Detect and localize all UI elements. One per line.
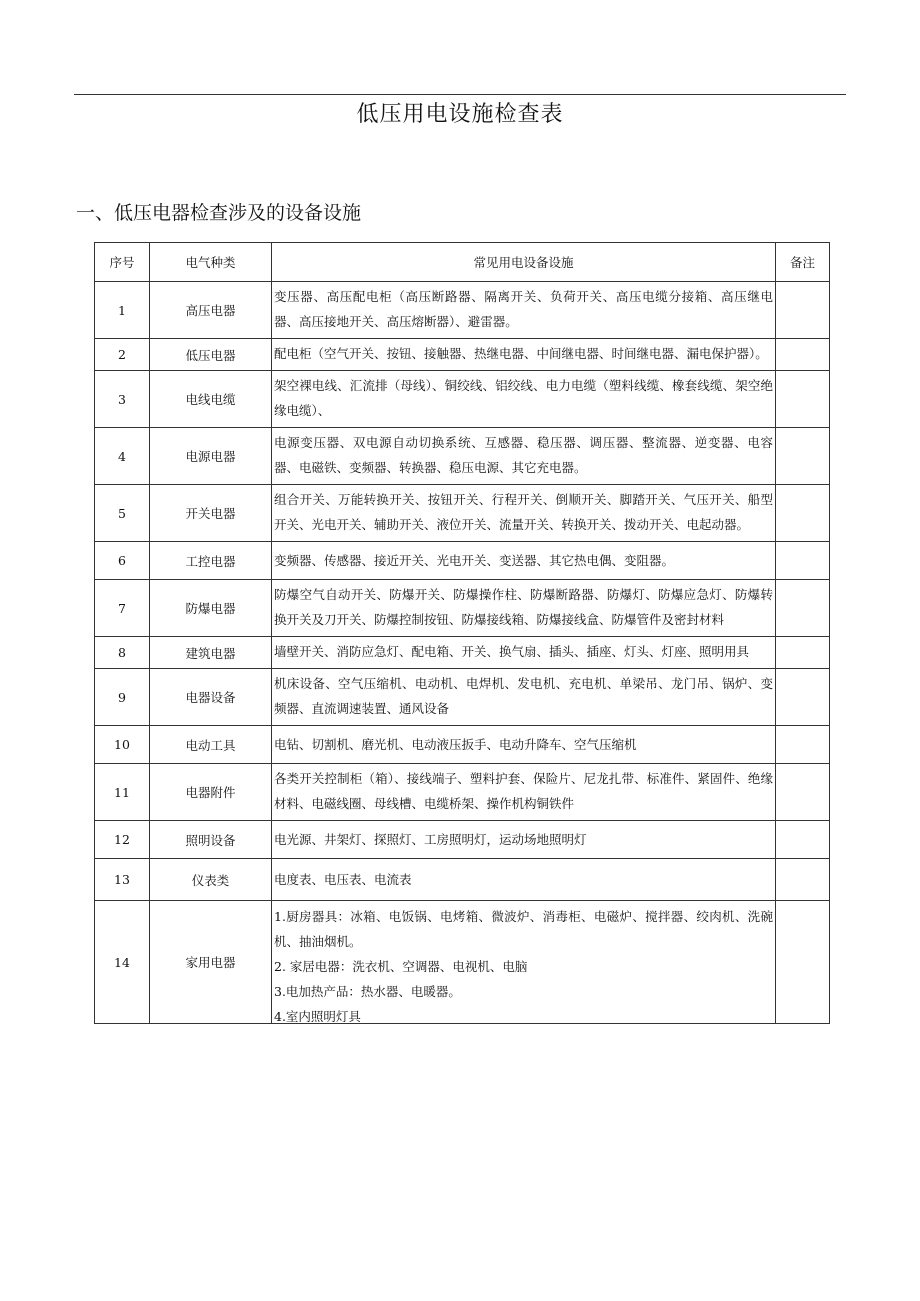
row-note	[776, 859, 830, 901]
document-title: 低压用电设施检查表	[356, 102, 564, 127]
row-items	[272, 282, 776, 339]
row-items-text	[272, 902, 775, 1022]
table-row	[95, 339, 830, 371]
row-items-text: 电钻、切割机、磨光机、电动液压扳手、电动升降车、空气压缩机	[274, 737, 637, 752]
section-heading: 一、低压电器检查涉及的设备设施	[76, 202, 362, 224]
table-row	[95, 637, 830, 669]
row-note	[776, 821, 830, 859]
row-items	[272, 821, 776, 859]
row-type: 开关电器	[150, 485, 272, 542]
table-row	[95, 485, 830, 542]
table-row	[95, 580, 830, 637]
row-note	[776, 637, 830, 669]
row-no: 13	[95, 859, 150, 901]
row-note	[776, 901, 830, 1024]
row-type: 电动工具	[150, 726, 272, 764]
row-items-text: 变压器、高压配电柜（高压断路器、隔离开关、负荷开关、高压电缆分接箱、高压继电器、高压接地开关、高压熔断器）、避雷器。	[274, 289, 773, 329]
table-row	[95, 282, 830, 339]
row-no: 11	[95, 764, 150, 821]
row-items-line: 1.厨房器具：冰箱、电饭锅、电烤箱、微波炉、消毒柜、电磁炉、搅拌器、绞肉机、洗碗机、抽油烟机。	[274, 909, 773, 949]
table-row	[95, 669, 830, 726]
row-no: 12	[95, 821, 150, 859]
row-items-text: 墙壁开关、消防应急灯、配电箱、开关、换气扇、插头、插座、灯头、灯座、照明用具	[274, 644, 750, 659]
row-no: 5	[95, 485, 150, 542]
row-note	[776, 282, 830, 339]
table-header-row	[95, 243, 830, 282]
row-note	[776, 580, 830, 637]
table-row	[95, 764, 830, 821]
row-no: 9	[95, 669, 150, 726]
row-items	[272, 669, 776, 726]
row-type: 工控电器	[150, 542, 272, 580]
table-row	[95, 428, 830, 485]
equipment-table	[94, 242, 830, 1024]
row-items	[272, 637, 776, 669]
row-type: 防爆电器	[150, 580, 272, 637]
row-type: 电器附件	[150, 764, 272, 821]
row-type: 照明设备	[150, 821, 272, 859]
header-note: 备注	[776, 243, 830, 282]
row-note	[776, 726, 830, 764]
row-items-line: 3.电加热产品：热水器、电暖器。	[274, 984, 461, 999]
row-no: 3	[95, 371, 150, 428]
row-items	[272, 764, 776, 821]
row-items-text: 电光源、井架灯、探照灯、工房照明灯，运动场地照明灯	[274, 832, 587, 847]
row-items	[272, 859, 776, 901]
row-items-line: 4.室内照明灯具	[274, 1009, 361, 1022]
row-no: 7	[95, 580, 150, 637]
row-note	[776, 542, 830, 580]
row-no: 6	[95, 542, 150, 580]
row-note	[776, 669, 830, 726]
row-items	[272, 371, 776, 428]
row-no: 1	[95, 282, 150, 339]
table-row	[95, 542, 830, 580]
table-row	[95, 371, 830, 428]
row-no: 2	[95, 339, 150, 371]
row-items-text: 配电柜（空气开关、按钮、接触器、热继电器、中间继电器、时间继电器、漏电保护器）。	[274, 346, 768, 361]
table-row	[95, 726, 830, 764]
row-items	[272, 726, 776, 764]
row-items-text: 各类开关控制柜（箱）、接线端子、塑料护套、保险片、尼龙扎带、标准件、紧固件、绝缘材料、电磁线圈、母线槽、电缆桥架、操作机构铜铁件	[274, 771, 773, 811]
row-type: 低压电器	[150, 339, 272, 371]
header-type: 电气种类	[150, 243, 272, 282]
row-note	[776, 339, 830, 371]
row-items	[272, 485, 776, 542]
row-items	[272, 580, 776, 637]
row-no: 10	[95, 726, 150, 764]
row-items-text: 电度表、电压表、电流表	[274, 872, 412, 887]
row-type: 家用电器	[150, 901, 272, 1024]
table-row	[95, 821, 830, 859]
row-items-text: 架空裸电线、汇流排（母线）、铜绞线、铝绞线、电力电缆（塑料线缆、橡套线缆、架空绝缘电缆）、	[274, 378, 773, 418]
row-no: 8	[95, 637, 150, 669]
row-note	[776, 485, 830, 542]
row-type: 电器设备	[150, 669, 272, 726]
row-items-line: 2. 家居电器：洗衣机、空调器、电视机、电脑	[274, 959, 528, 974]
table-body	[95, 282, 830, 1024]
row-items-text: 电源变压器、双电源自动切换系统、互感器、稳压器、调压器、整流器、逆变器、电容器、电磁铁、变频器、转换器、稳压电源、其它充电器。	[274, 435, 773, 475]
row-type: 电线电缆	[150, 371, 272, 428]
row-note	[776, 428, 830, 485]
row-items	[272, 339, 776, 371]
row-items-text: 机床设备、空气压缩机、电动机、电焊机、发电机、充电机、单梁吊、龙门吊、锅炉、变频器、直流调速装置、通风设备	[274, 676, 773, 716]
header-items: 常见用电设备设施	[272, 243, 776, 282]
row-type: 高压电器	[150, 282, 272, 339]
table-row	[95, 859, 830, 901]
row-items	[272, 428, 776, 485]
row-type: 建筑电器	[150, 637, 272, 669]
row-items-text: 变频器、传感器、接近开关、光电开关、变送器、其它热电偶、变阻器。	[274, 553, 675, 568]
row-type: 电源电器	[150, 428, 272, 485]
row-items	[272, 901, 776, 1024]
row-type: 仪表类	[150, 859, 272, 901]
row-no: 14	[95, 901, 150, 1024]
row-items-text: 防爆空气自动开关、防爆开关、防爆操作柱、防爆断路器、防爆灯、防爆应急灯、防爆转换开关及刀开关、防爆控制按钮、防爆接线箱、防爆接线盒、防爆管件及密封材料	[274, 587, 773, 627]
row-note	[776, 371, 830, 428]
header-no: 序号	[95, 243, 150, 282]
row-no: 4	[95, 428, 150, 485]
table-row	[95, 901, 830, 1024]
header-rule	[74, 94, 846, 95]
row-items-text: 组合开关、万能转换开关、按钮开关、行程开关、倒顺开关、脚踏开关、气压开关、船型开关、光电开关、辅助开关、液位开关、流量开关、转换开关、拨动开关、电起动器。	[274, 492, 773, 532]
row-note	[776, 764, 830, 821]
row-items	[272, 542, 776, 580]
